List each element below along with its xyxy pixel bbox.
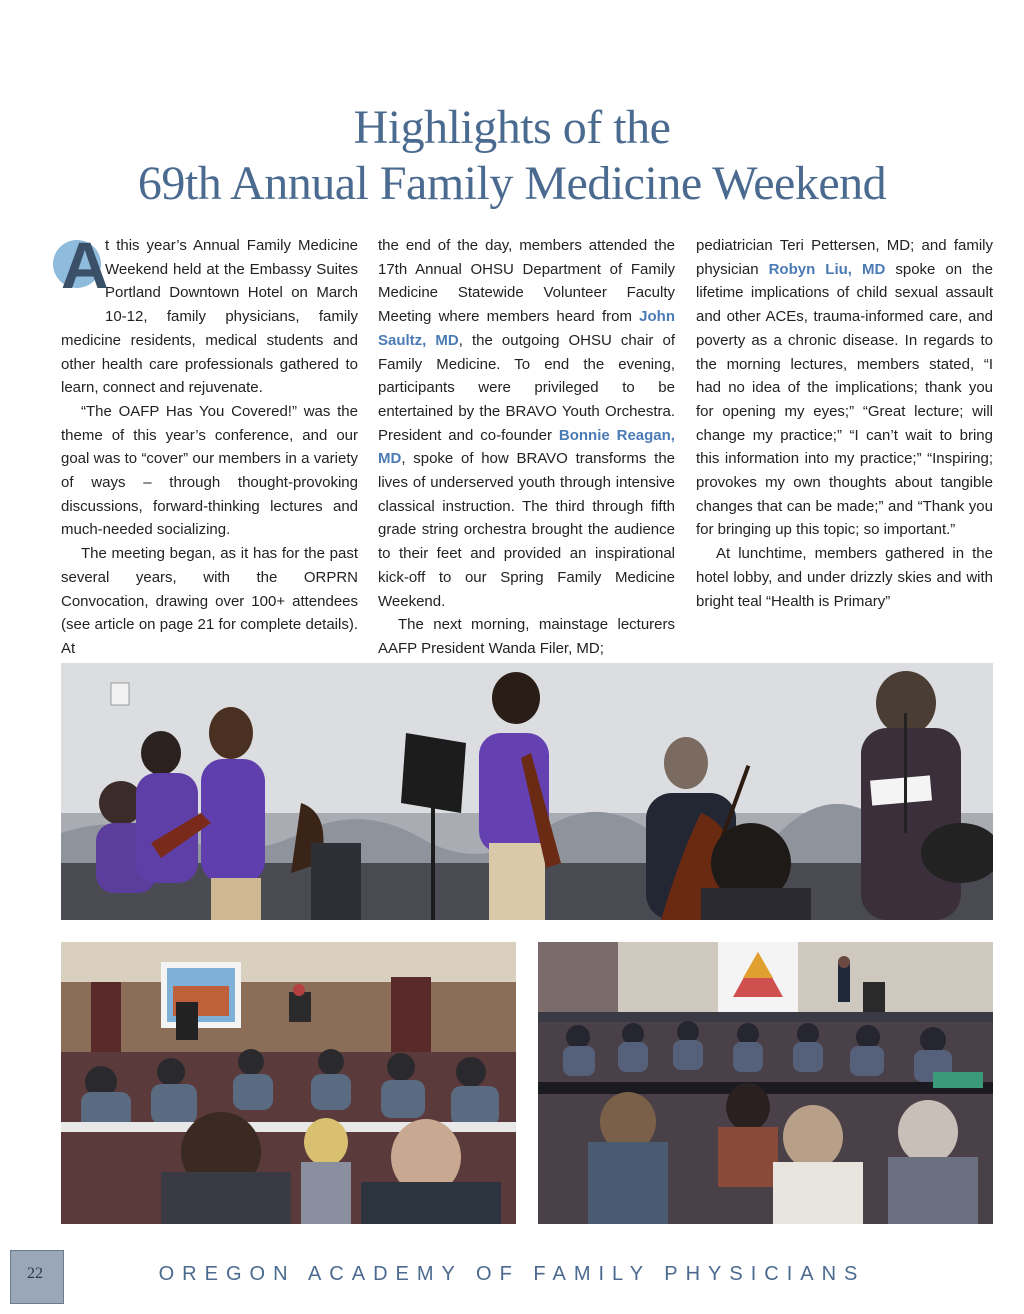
highlighted-name: John Saultz, MD <box>378 308 675 349</box>
title-line-2: 69th Annual Family Medicine Weekend <box>137 157 887 210</box>
conference-photo-right <box>538 942 993 1224</box>
highlighted-name: Robyn Liu, MD <box>768 260 886 278</box>
article-column-1 <box>61 228 358 661</box>
article-column-3 <box>696 234 993 613</box>
paragraph: t this year’s Annual Family Medicine Weekend held at the Embassy Suites Portland Downtown Hotel on March 10-12, family physicians, family medicine residents, medical students and other health care professionals gathered to learn, connect and rejuvenate. <box>61 237 358 397</box>
title-line-1: Highlights of the <box>353 101 671 154</box>
text-run: , spoke of how BRAVO transforms the lives of underserved youth through intensive classical instruction. The third through fifth grade string orchestra brought the audience to their feet and provided an inspirational kick-off to our Spring Family Medicine Weekend. <box>378 450 675 610</box>
footer-organization: OREGON ACADEMY OF FAMILY PHYSICIANS <box>158 1263 866 1285</box>
paragraph: The meeting began, as it has for the past several years, with the ORPRN Convocation, drawing over 100+ attendees (see article on page 21 for complete details). At <box>61 545 358 657</box>
paragraph <box>696 234 993 542</box>
paragraph: The next morning, mainstage lecturers AAFP President Wanda Filer, MD; <box>378 616 675 657</box>
page-title <box>0 100 1024 212</box>
paragraph: At lunchtime, members gathered in the hotel lobby, and under drizzly skies and with bright teal “Health is Primary” <box>696 545 993 610</box>
highlighted-name: Bonnie Reagan, MD <box>378 426 675 468</box>
text-run: the end of the day, members attended the 17th Annual OHSU Department of Family Medicine Statewide Volunteer Faculty Meeting where members heard from <box>378 237 675 326</box>
paragraph: “The OAFP Has You Covered!” was the theme of this year’s conference, and our goal was to “cover” our members in a variety of ways – through thought-provoking discussions, forward-thinking lectures and much-needed socializing. <box>61 402 358 539</box>
text-run: spoke on the lifetime implications of child sexual assault and other ACEs, trauma-informed care, and poverty as a chronic disease. In regards to the morning lectures, members stated, “I had no idea of the implications; thank you for opening my eyes;” “Great lecture; will change my practice;” “I can’t wait to bring this information into my practice;” “Inspiring; provokes my own thoughts about tangible changes that can be made;” and “Thank you for bringing up this topic; so important.” <box>696 260 993 539</box>
text-run: , the outgoing OHSU chair of Family Medicine. To end the evening, participants were privileged to be entertained by the BRAVO Youth Orchestra. President and co-founder <box>378 331 675 444</box>
article-column-2 <box>378 234 675 661</box>
orchestra-photo <box>61 663 993 920</box>
drop-cap-letter: A <box>61 228 109 302</box>
conference-photo-left <box>61 942 516 1224</box>
text-run: pediatrician Teri Pettersen, MD; and family physician <box>696 237 993 278</box>
page-number: 22 <box>27 1265 43 1282</box>
paragraph <box>378 234 675 613</box>
drop-cap <box>59 228 109 306</box>
